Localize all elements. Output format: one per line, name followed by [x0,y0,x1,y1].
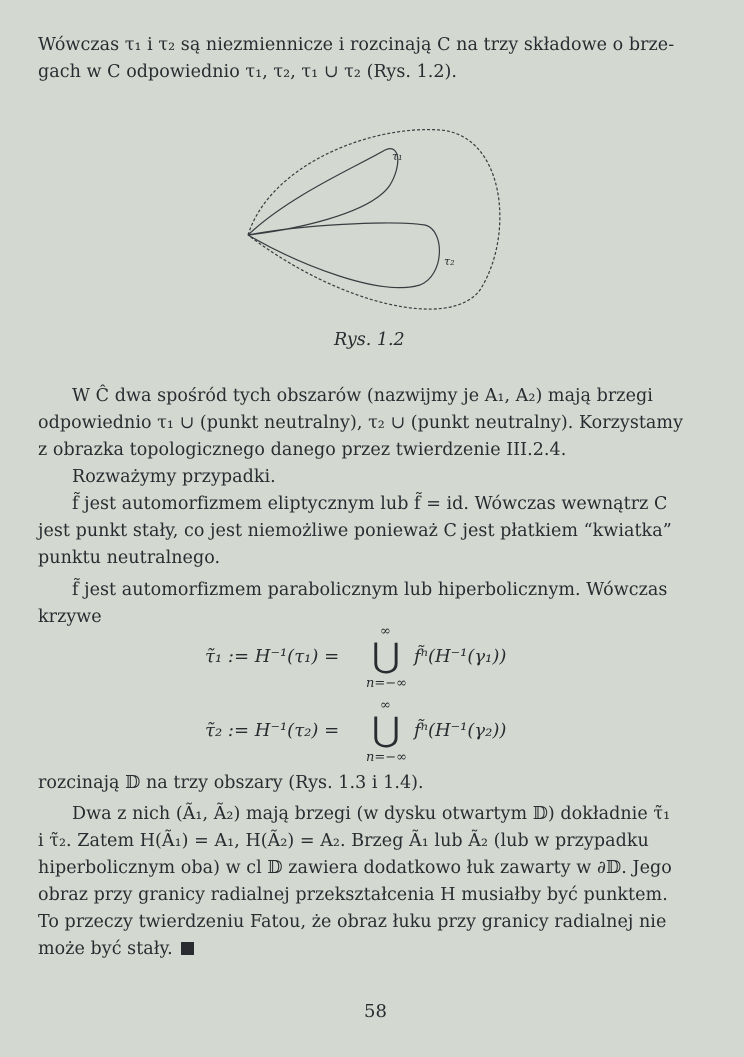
label-tau1: τ₁ [392,150,403,163]
para2-line2: odpowiednio τ₁ ∪ (punkt neutralny), τ₂ ∪ (punkt neutralny). Korzystamy [38,413,684,433]
equation1-union-symbol: ⋃ [372,636,400,676]
equation2-left: τ̃₂ := H⁻¹(τ₂) = [205,720,340,741]
para3-line7-wrap [38,936,194,963]
figure-caption: Rys. 1.2 [334,330,405,350]
equation2-union-symbol: ⋃ [372,710,400,750]
para1-line1: Wówczas τ₁ i τ₂ są niezmiennicze i rozcinają C na trzy składowe o brze- [38,35,675,55]
para2-line1: W Ĉ dwa spośród tych obszarów (nazwijmy je A₁, A₂) mają brzegi [72,386,653,406]
page-number: 58 [364,1001,387,1022]
para2-line4: Rozważymy przypadki. [72,467,276,487]
equation1-right: f̃ⁿ(H⁻¹(γ₁)) [414,646,507,667]
para3-line7: może być stały. [38,939,173,959]
equation1-left: τ̃₁ := H⁻¹(τ₁) = [205,646,340,667]
para3-line4: hiperbolicznym oba) w cl 𝔻 zawiera dodatkowo łuk zawarty w ∂𝔻. Jego [38,858,672,878]
para3-line2: Dwa z nich (Ã₁, Ã₂) mają brzegi (w dysku otwartym 𝔻) dokładnie τ̃₁ [72,804,671,824]
equation2-union-upper: ∞ [380,698,391,713]
para2-line8: f̃ jest automorfizmem parabolicznym lub hiperbolicznym. Wówczas [72,580,668,600]
equation2-union-lower: n=−∞ [366,750,407,765]
para3-line1: rozcinają 𝔻 na trzy obszary (Rys. 1.3 i 1.4). [38,773,424,793]
para2-line6: jest punkt stały, co jest niemożliwe ponieważ C jest płatkiem “kwiatka” [38,521,672,541]
para3-line6: To przeczy twierdzeniu Fatou, że obraz łuku przy granicy radialnej nie [38,912,667,932]
para3-line5: obraz przy granicy radialnej przekształcenia H musiałby być punktem. [38,885,668,905]
figure-petals [230,125,530,325]
equation2-right: f̃ⁿ(H⁻¹(γ₂)) [414,720,507,741]
label-tau2: τ₂ [444,255,455,268]
petals-diagram [230,125,530,325]
para2-line3: z obrazka topologicznego danego przez twierdzenie III.2.4. [38,440,567,460]
equation1-union-upper: ∞ [380,624,391,639]
para3-line3: i τ̃₂. Zatem H(Ã₁) = A₁, H(Ã₂) = A₂. Brzeg Ã₁ lub Ã₂ (lub w przypadku [38,831,649,851]
para2-line5: f̃ jest automorfizmem eliptycznym lub f̃ = id. Wówczas wewnątrz C [72,494,668,514]
qed-square-icon [181,942,194,955]
equation1-union-lower: n=−∞ [366,676,407,691]
para1-line2: gach w C odpowiednio τ₁, τ₂, τ₁ ∪ τ₂ (Rys. 1.2). [38,62,458,82]
para2-line9: krzywe [38,607,102,627]
para2-line7: punktu neutralnego. [38,548,221,568]
tau1-curve [248,149,398,235]
